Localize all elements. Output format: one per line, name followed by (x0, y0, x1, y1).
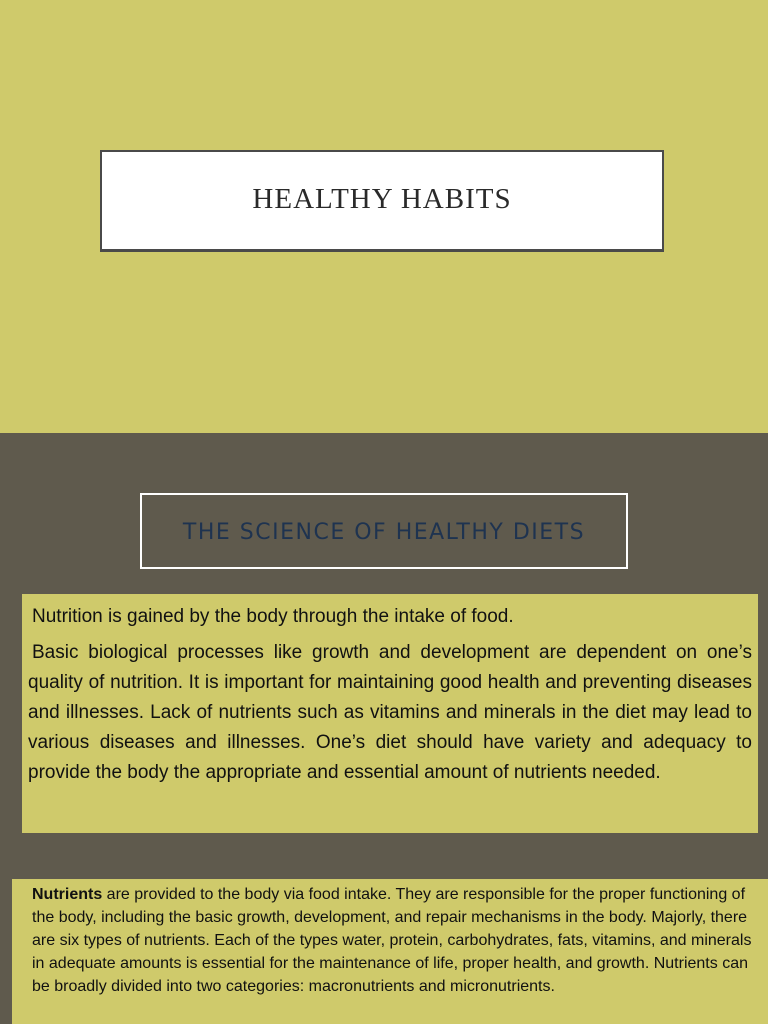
nutrients-term: Nutrients (32, 886, 103, 903)
body-paragraph: Basic biological processes like growth and development are dependent on one’s quality of nutrition. It is important for maintaining good health and preventing diseases and illnesses. Lack of nutrients such as vitamins and minerals in the diet may lead to various diseases and illnesses. One’s diet should have variety and adequacy to provide the body the appropriate and essential amount of nutrients needed. (28, 642, 752, 783)
nutrients-paragraph (32, 883, 754, 998)
nutrition-text-box (22, 594, 758, 833)
section-title: THE SCIENCE OF HEALTHY DIETS (182, 519, 586, 545)
title-box (100, 150, 664, 252)
slide-title: HEALTHY HABITS (252, 183, 512, 215)
intro-line: Nutrition is gained by the body through the intake of food. (32, 606, 514, 627)
nutrients-text-box (12, 879, 768, 1024)
section-title-box (140, 493, 628, 569)
title-slide (0, 0, 768, 433)
nutrients-text: are provided to the body via food intake. They are responsible for the proper functioning of the body, including the basic growth, development, and repair mechanisms in the body. Majorly, there are six types of nutrients. Each of the types water, protein, carbohydrates, fats, vitamins, and minerals in adequate amounts is essential for the maintenance of life, proper health, and growth. Nutrients can be broadly divided into two categories: macronutrients and micronutrients. (32, 886, 752, 995)
